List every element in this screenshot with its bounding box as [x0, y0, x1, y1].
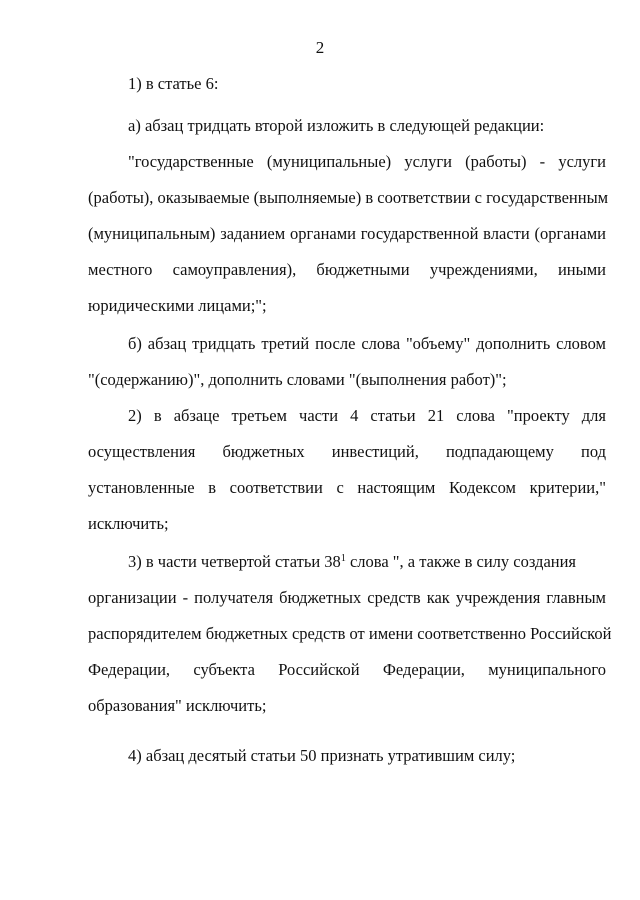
text-line: а) абзац тридцать второй изложить в следующей редакции: — [128, 116, 545, 135]
text-line: 1) в статье 6: — [128, 74, 219, 93]
text-line: "государственные (муниципальные) услуги (работы) - услуги — [128, 152, 606, 171]
subitem-a — [88, 116, 606, 136]
text-line: (муниципальным) заданием органами государственной власти (органами — [88, 224, 606, 243]
text-segment: 3) в части четвертой статьи $38^1$ слова ", а также в силу создания — [128, 552, 577, 571]
item-2 — [88, 406, 606, 534]
item-1-heading — [88, 74, 606, 94]
text-line: организации - получателя бюджетных средств как учреждения главным — [88, 588, 606, 607]
text-line: б) абзац тридцать третий после слова "объему" дополнить словом — [128, 334, 606, 353]
text-line — [88, 552, 606, 572]
text-line: "(содержанию)", дополнить словами "(выполнения работ)"; — [88, 370, 507, 389]
text-line: распорядителем бюджетных средств от имени соответственно Российской — [88, 624, 612, 643]
page-number: 2 — [315, 38, 325, 57]
superscript: 1 — [340, 553, 346, 564]
item-4 — [88, 746, 606, 766]
text-line: (работы), оказываемые (выполняемые) в соответствии с государственным — [88, 188, 609, 207]
text-line: юридическими лицами;"; — [88, 296, 267, 315]
quoted-definition — [88, 152, 609, 316]
text-line: 4) абзац десятый статьи 50 признать утратившим силу; — [128, 746, 516, 765]
text-line: 2) в абзаце третьем части 4 статьи 21 слова "проекту для — [128, 406, 606, 425]
text-line: образования" исключить; — [88, 696, 267, 715]
text-line: Федерации, субъекта Российской Федерации, муниципального — [88, 660, 606, 679]
text-line: установленные в соответствии с настоящим Кодексом критерии," — [88, 478, 606, 497]
subitem-b — [88, 334, 606, 390]
text-line: местного самоуправления), бюджетными учреждениями, иными — [88, 260, 606, 279]
text-line: исключить; — [88, 514, 169, 533]
text-line: осуществления бюджетных инвестиций, подпадающему под — [88, 442, 606, 461]
item-3 — [88, 552, 612, 716]
